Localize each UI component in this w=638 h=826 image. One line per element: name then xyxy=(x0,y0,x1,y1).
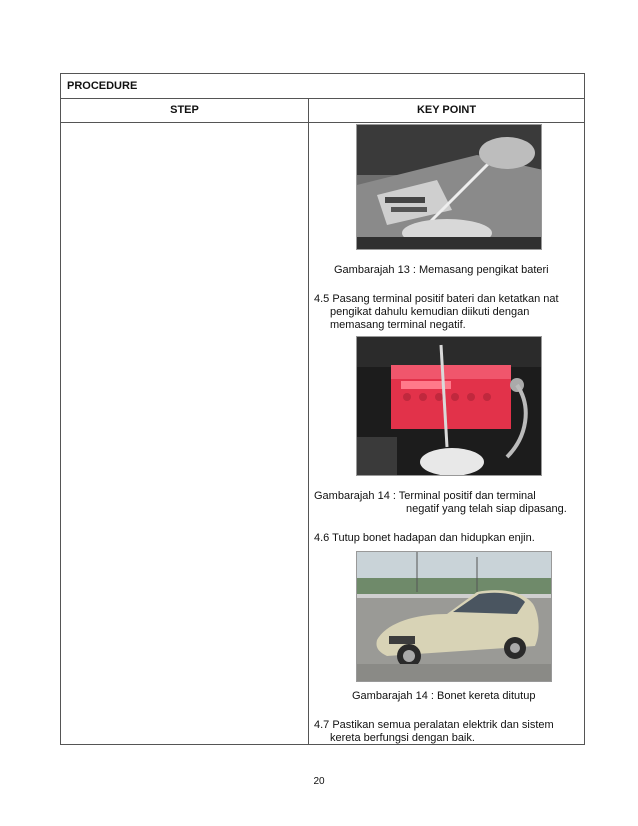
figure-14b-caption: Gambarajah 14 : Bonet kereta ditutup xyxy=(352,690,536,702)
figure-14a-caption-line1: Gambarajah 14 : Terminal positif dan terminal xyxy=(314,490,536,502)
step-4-5-line1: 4.5 Pasang terminal positif bateri dan ketatkan nat xyxy=(314,293,559,305)
page-number: 20 xyxy=(313,776,325,787)
step-4-7-line2: kereta berfungsi dengan baik. xyxy=(330,732,475,744)
figure-13-caption: Gambarajah 13 : Memasang pengikat bateri xyxy=(334,264,549,276)
keypoint-header: KEY POINT xyxy=(416,104,477,116)
battery-terminals-photo xyxy=(356,336,542,476)
step-4-6: 4.6 Tutup bonet hadapan dan hidupkan enjin. xyxy=(314,532,535,544)
figure-14a-caption-line2: negatif yang telah siap dipasang. xyxy=(406,503,567,515)
step-4-5-line3: memasang terminal negatif. xyxy=(330,319,466,331)
header-row xyxy=(61,99,584,123)
column-divider xyxy=(308,99,309,745)
procedure-label: PROCEDURE xyxy=(67,80,138,92)
procedure-row xyxy=(61,74,584,99)
battery-clamp-photo xyxy=(356,124,542,250)
car-bonnet-closed-photo xyxy=(356,551,552,682)
step-header: STEP xyxy=(170,104,199,116)
step-4-7-line1: 4.7 Pastikan semua peralatan elektrik dan sistem xyxy=(314,719,554,731)
step-4-5-line2: pengikat dahulu kemudian diikuti dengan xyxy=(330,306,530,318)
